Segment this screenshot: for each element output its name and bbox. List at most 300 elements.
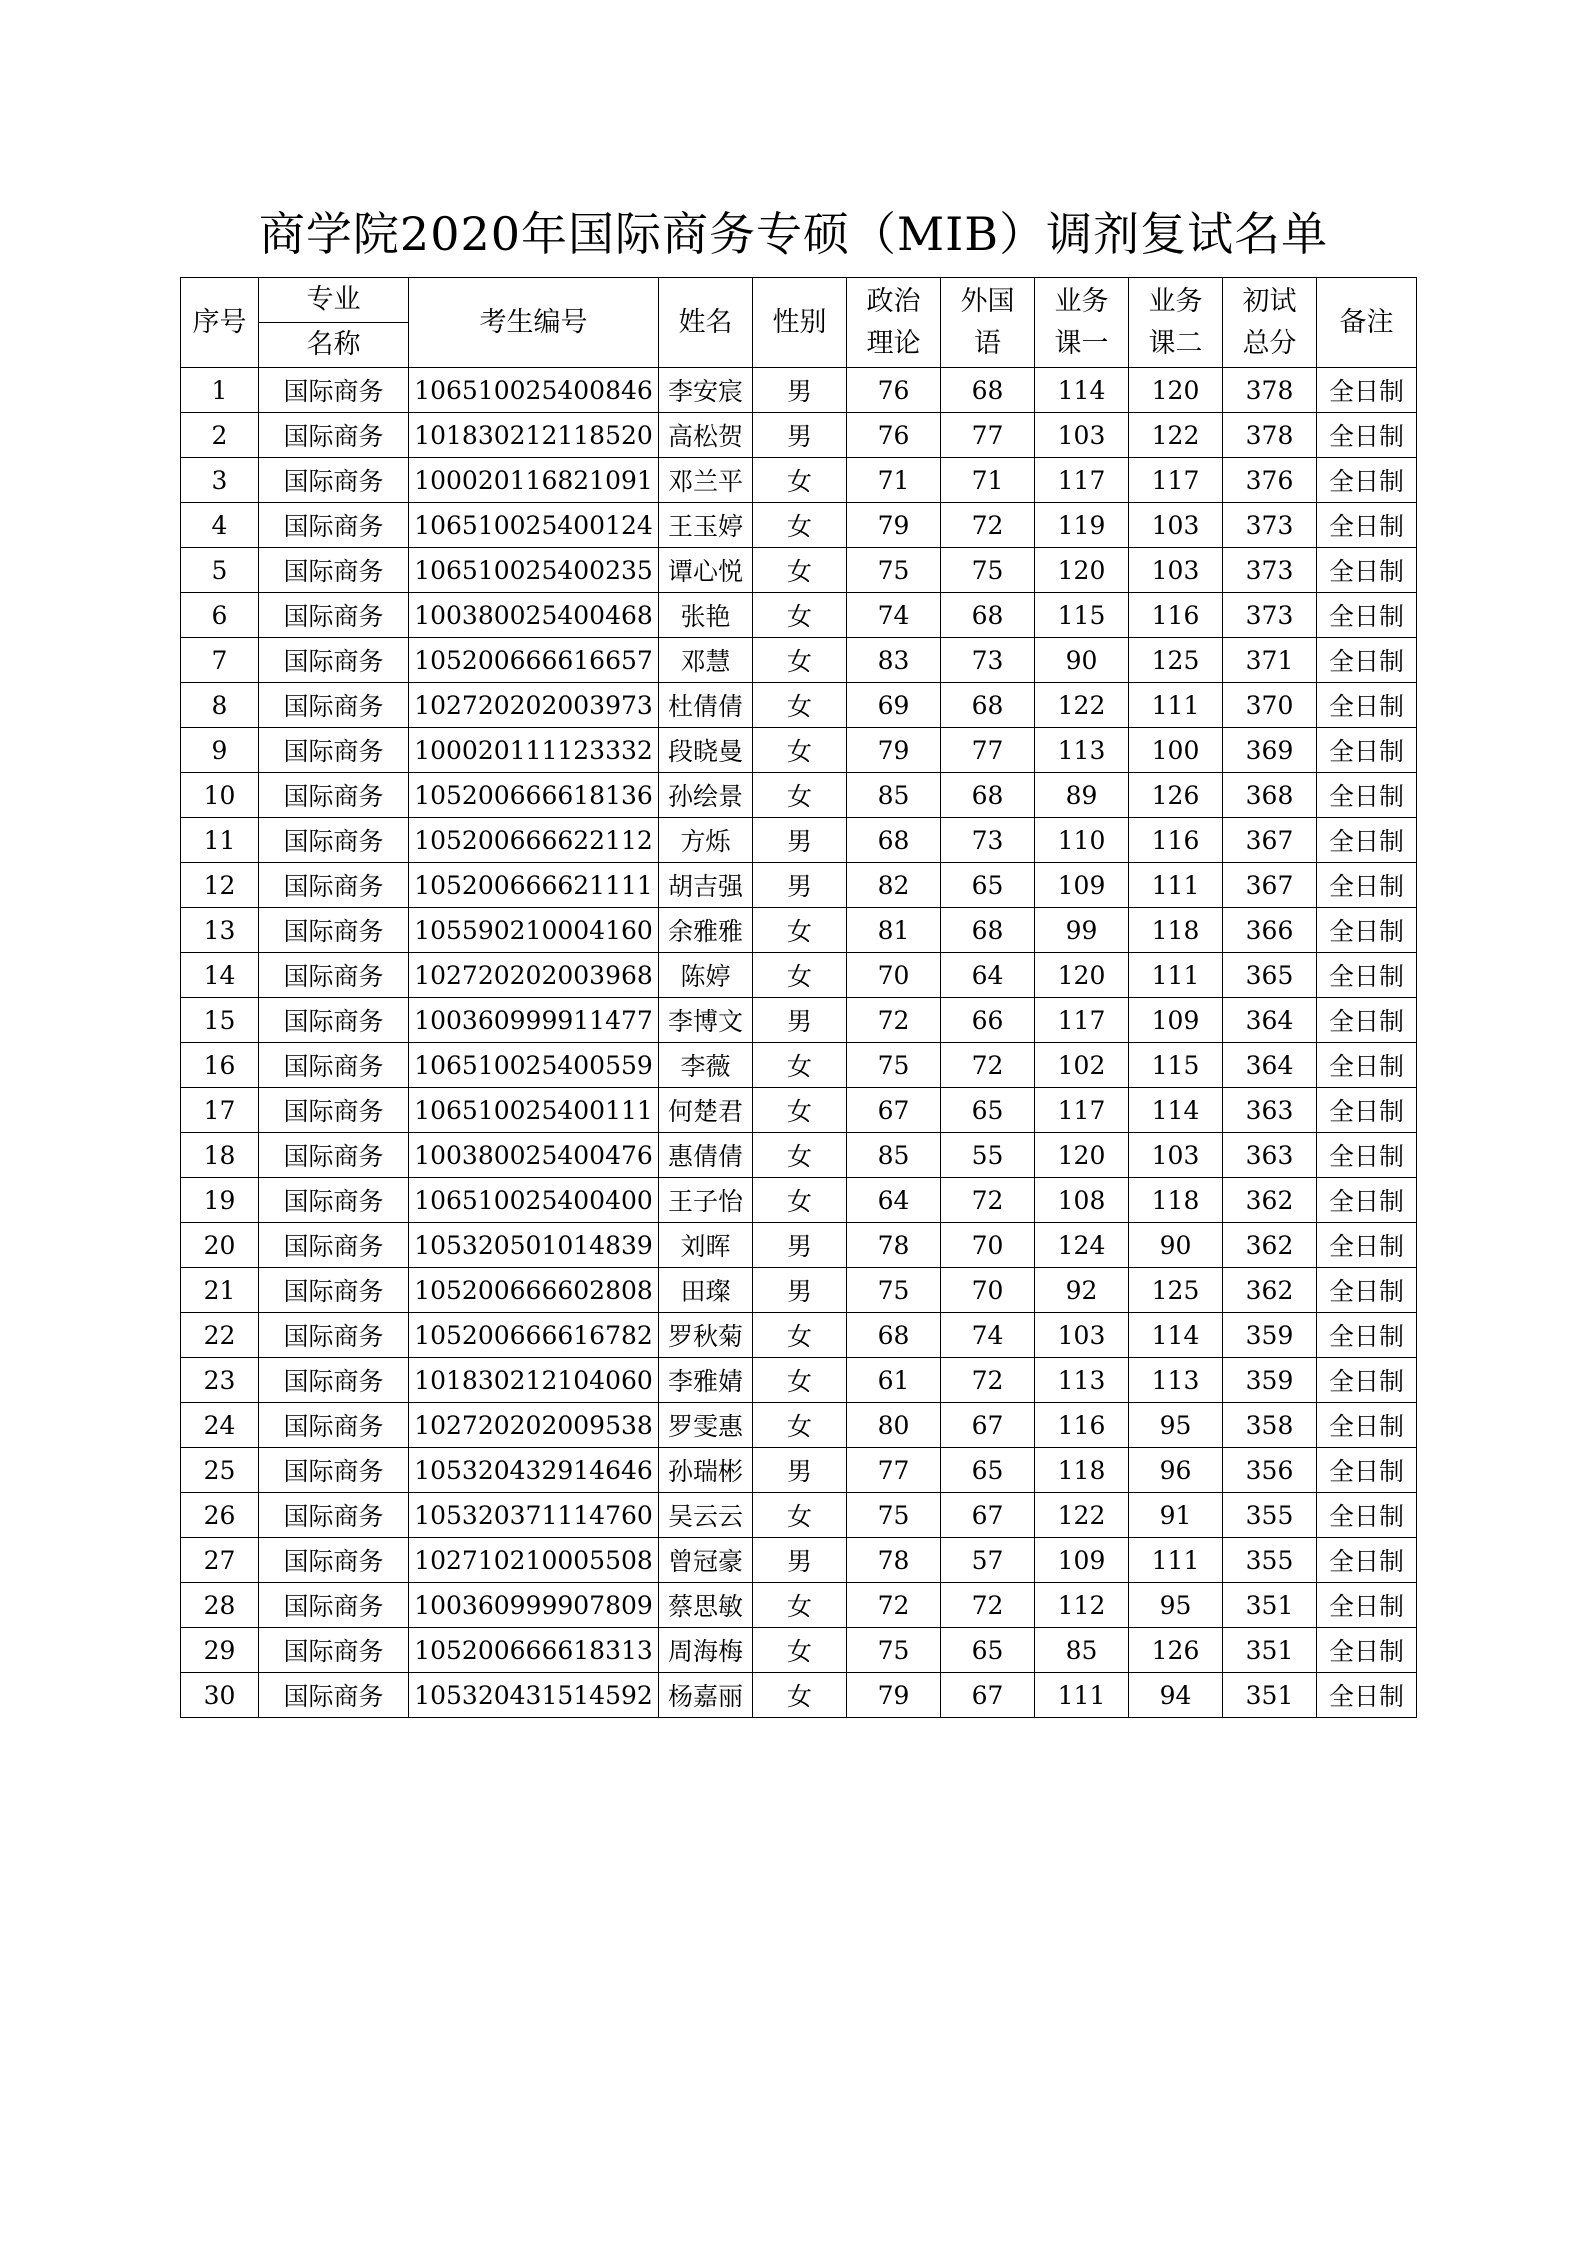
cell-major: 国际商务: [259, 503, 409, 548]
cell-candidate-no: 106510025400124: [409, 503, 659, 548]
cell-remark: 全日制: [1317, 1538, 1417, 1583]
cell-gender: 女: [753, 728, 847, 773]
cell-seq: 10: [181, 773, 259, 818]
cell-seq: 8: [181, 683, 259, 728]
table-row: [181, 503, 1417, 548]
cell-candidate-no: 105200666616657: [409, 638, 659, 683]
cell-remark: 全日制: [1317, 1043, 1417, 1088]
cell-candidate-no: 106510025400111: [409, 1088, 659, 1133]
cell-major: 国际商务: [259, 953, 409, 998]
cell-course1: 109: [1035, 1538, 1129, 1583]
cell-major: 国际商务: [259, 1583, 409, 1628]
cell-course2: 95: [1129, 1583, 1223, 1628]
table-row: [181, 1403, 1417, 1448]
cell-remark: 全日制: [1317, 1403, 1417, 1448]
cell-candidate-no: 105590210004160: [409, 908, 659, 953]
cell-name: 谭心悦: [659, 548, 753, 593]
header-course1-line2: 课一: [1054, 327, 1109, 359]
cell-major: 国际商务: [259, 1538, 409, 1583]
cell-seq: 6: [181, 593, 259, 638]
table-row: [181, 413, 1417, 458]
cell-total: 362: [1223, 1223, 1317, 1268]
cell-name: 王子怡: [659, 1178, 753, 1223]
cell-name: 曾冠豪: [659, 1538, 753, 1583]
cell-course2: 116: [1129, 593, 1223, 638]
cell-major: 国际商务: [259, 1493, 409, 1538]
table-row: [181, 863, 1417, 908]
cell-gender: 男: [753, 1268, 847, 1313]
header-gender: 性别: [753, 278, 847, 368]
table-row: [181, 1043, 1417, 1088]
cell-gender: 女: [753, 503, 847, 548]
cell-name: 罗雯惠: [659, 1403, 753, 1448]
cell-course1: 85: [1035, 1628, 1129, 1673]
cell-total: 369: [1223, 728, 1317, 773]
cell-seq: 22: [181, 1313, 259, 1358]
cell-politics: 79: [847, 503, 941, 548]
cell-gender: 女: [753, 1673, 847, 1718]
cell-candidate-no: 105320431514592: [409, 1673, 659, 1718]
cell-foreign: 67: [941, 1673, 1035, 1718]
cell-course2: 111: [1129, 683, 1223, 728]
cell-candidate-no: 102720202009538: [409, 1403, 659, 1448]
cell-seq: 20: [181, 1223, 259, 1268]
cell-seq: 4: [181, 503, 259, 548]
cell-remark: 全日制: [1317, 1223, 1417, 1268]
cell-seq: 7: [181, 638, 259, 683]
cell-course1: 117: [1035, 458, 1129, 503]
table-row: [181, 593, 1417, 638]
cell-foreign: 70: [941, 1268, 1035, 1313]
cell-course1: 89: [1035, 773, 1129, 818]
cell-candidate-no: 105200666622112: [409, 818, 659, 863]
cell-major: 国际商务: [259, 683, 409, 728]
cell-course1: 122: [1035, 1493, 1129, 1538]
cell-course2: 90: [1129, 1223, 1223, 1268]
table-row: [181, 1178, 1417, 1223]
header-foreign: [941, 278, 1035, 368]
table-row: [181, 1133, 1417, 1178]
cell-seq: 24: [181, 1403, 259, 1448]
cell-total: 351: [1223, 1628, 1317, 1673]
cell-course1: 115: [1035, 593, 1129, 638]
cell-gender: 女: [753, 1178, 847, 1223]
cell-name: 杨嘉丽: [659, 1673, 753, 1718]
cell-name: 张艳: [659, 593, 753, 638]
cell-course1: 120: [1035, 953, 1129, 998]
header-seq: 序号: [181, 278, 259, 368]
cell-politics: 76: [847, 413, 941, 458]
cell-remark: 全日制: [1317, 458, 1417, 503]
cell-foreign: 72: [941, 1178, 1035, 1223]
cell-gender: 女: [753, 1628, 847, 1673]
cell-politics: 83: [847, 638, 941, 683]
cell-gender: 男: [753, 413, 847, 458]
cell-foreign: 72: [941, 503, 1035, 548]
cell-course1: 122: [1035, 683, 1129, 728]
cell-seq: 26: [181, 1493, 259, 1538]
cell-total: 367: [1223, 818, 1317, 863]
cell-name: 刘晖: [659, 1223, 753, 1268]
cell-gender: 男: [753, 863, 847, 908]
cell-major: 国际商务: [259, 863, 409, 908]
candidate-table: [180, 277, 1417, 1718]
cell-name: 方烁: [659, 818, 753, 863]
cell-seq: 16: [181, 1043, 259, 1088]
cell-foreign: 65: [941, 1088, 1035, 1133]
cell-total: 373: [1223, 593, 1317, 638]
cell-foreign: 68: [941, 773, 1035, 818]
cell-course1: 99: [1035, 908, 1129, 953]
cell-total: 362: [1223, 1268, 1317, 1313]
cell-major: 国际商务: [259, 1673, 409, 1718]
cell-major: 国际商务: [259, 773, 409, 818]
cell-politics: 81: [847, 908, 941, 953]
cell-name: 邓兰平: [659, 458, 753, 503]
cell-remark: 全日制: [1317, 998, 1417, 1043]
cell-name: 段晓曼: [659, 728, 753, 773]
cell-major: 国际商务: [259, 368, 409, 413]
cell-course1: 124: [1035, 1223, 1129, 1268]
cell-gender: 男: [753, 368, 847, 413]
cell-foreign: 72: [941, 1043, 1035, 1088]
cell-foreign: 68: [941, 368, 1035, 413]
cell-remark: 全日制: [1317, 1583, 1417, 1628]
header-course1: [1035, 278, 1129, 368]
table-row: [181, 1628, 1417, 1673]
cell-name: 吴云云: [659, 1493, 753, 1538]
cell-politics: 79: [847, 728, 941, 773]
cell-foreign: 77: [941, 728, 1035, 773]
table-row: [181, 908, 1417, 953]
cell-name: 陈婷: [659, 953, 753, 998]
header-course1-line1: 业务: [1054, 285, 1109, 317]
cell-candidate-no: 105320371114760: [409, 1493, 659, 1538]
cell-candidate-no: 102710210005508: [409, 1538, 659, 1583]
cell-politics: 69: [847, 683, 941, 728]
cell-candidate-no: 105200666616782: [409, 1313, 659, 1358]
cell-remark: 全日制: [1317, 1493, 1417, 1538]
table-row: [181, 1538, 1417, 1583]
cell-politics: 71: [847, 458, 941, 503]
cell-foreign: 65: [941, 863, 1035, 908]
cell-name: 高松贺: [659, 413, 753, 458]
cell-course2: 125: [1129, 638, 1223, 683]
cell-remark: 全日制: [1317, 503, 1417, 548]
cell-remark: 全日制: [1317, 1358, 1417, 1403]
cell-course2: 95: [1129, 1403, 1223, 1448]
cell-seq: 23: [181, 1358, 259, 1403]
cell-candidate-no: 100360999911477: [409, 998, 659, 1043]
cell-foreign: 65: [941, 1448, 1035, 1493]
cell-total: 370: [1223, 683, 1317, 728]
cell-major: 国际商务: [259, 1448, 409, 1493]
cell-course2: 114: [1129, 1088, 1223, 1133]
cell-politics: 82: [847, 863, 941, 908]
cell-candidate-no: 105200666602808: [409, 1268, 659, 1313]
cell-foreign: 75: [941, 548, 1035, 593]
cell-gender: 女: [753, 593, 847, 638]
cell-course1: 90: [1035, 638, 1129, 683]
cell-total: 355: [1223, 1538, 1317, 1583]
cell-candidate-no: 100360999907809: [409, 1583, 659, 1628]
cell-remark: 全日制: [1317, 1088, 1417, 1133]
cell-remark: 全日制: [1317, 863, 1417, 908]
cell-foreign: 74: [941, 1313, 1035, 1358]
table-row: [181, 1358, 1417, 1403]
cell-foreign: 72: [941, 1358, 1035, 1403]
cell-seq: 9: [181, 728, 259, 773]
cell-politics: 79: [847, 1673, 941, 1718]
cell-politics: 75: [847, 1493, 941, 1538]
cell-total: 359: [1223, 1313, 1317, 1358]
cell-total: 376: [1223, 458, 1317, 503]
cell-course1: 120: [1035, 548, 1129, 593]
cell-name: 周海梅: [659, 1628, 753, 1673]
cell-foreign: 57: [941, 1538, 1035, 1583]
cell-seq: 30: [181, 1673, 259, 1718]
cell-remark: 全日制: [1317, 728, 1417, 773]
cell-gender: 男: [753, 818, 847, 863]
cell-major: 国际商务: [259, 1043, 409, 1088]
cell-total: 363: [1223, 1088, 1317, 1133]
cell-foreign: 77: [941, 413, 1035, 458]
cell-politics: 85: [847, 1133, 941, 1178]
cell-course2: 111: [1129, 1538, 1223, 1583]
cell-course2: 103: [1129, 503, 1223, 548]
cell-major: 国际商务: [259, 818, 409, 863]
cell-politics: 75: [847, 1628, 941, 1673]
document-title: 商学院2020年国际商务专硕（MIB）调剂复试名单: [258, 207, 1329, 261]
header-candidate-no: 考生编号: [409, 278, 659, 368]
cell-gender: 男: [753, 1448, 847, 1493]
cell-course1: 110: [1035, 818, 1129, 863]
cell-total: 351: [1223, 1583, 1317, 1628]
table-row: [181, 1268, 1417, 1313]
cell-course2: 114: [1129, 1313, 1223, 1358]
cell-foreign: 68: [941, 593, 1035, 638]
cell-gender: 女: [753, 458, 847, 503]
cell-gender: 女: [753, 1313, 847, 1358]
cell-course1: 103: [1035, 413, 1129, 458]
header-foreign-line2: 语: [974, 327, 1001, 359]
cell-politics: 70: [847, 953, 941, 998]
cell-course1: 120: [1035, 1133, 1129, 1178]
cell-name: 王玉婷: [659, 503, 753, 548]
header-total: [1223, 278, 1317, 368]
cell-course2: 111: [1129, 863, 1223, 908]
cell-politics: 76: [847, 368, 941, 413]
cell-candidate-no: 100020116821091: [409, 458, 659, 503]
cell-name: 蔡思敏: [659, 1583, 753, 1628]
header-name: 姓名: [659, 278, 753, 368]
cell-politics: 78: [847, 1223, 941, 1268]
cell-course2: 103: [1129, 548, 1223, 593]
cell-total: 363: [1223, 1133, 1317, 1178]
cell-major: 国际商务: [259, 1223, 409, 1268]
cell-gender: 男: [753, 1223, 847, 1268]
cell-candidate-no: 105200666618136: [409, 773, 659, 818]
cell-major: 国际商务: [259, 1268, 409, 1313]
cell-total: 351: [1223, 1673, 1317, 1718]
cell-foreign: 68: [941, 908, 1035, 953]
cell-remark: 全日制: [1317, 1313, 1417, 1358]
cell-seq: 1: [181, 368, 259, 413]
cell-name: 孙绘景: [659, 773, 753, 818]
cell-course1: 111: [1035, 1673, 1129, 1718]
table-row: [181, 638, 1417, 683]
cell-foreign: 67: [941, 1403, 1035, 1448]
cell-seq: 3: [181, 458, 259, 503]
cell-foreign: 66: [941, 998, 1035, 1043]
cell-total: 378: [1223, 413, 1317, 458]
cell-politics: 67: [847, 1088, 941, 1133]
cell-politics: 64: [847, 1178, 941, 1223]
cell-politics: 72: [847, 1583, 941, 1628]
cell-politics: 68: [847, 1313, 941, 1358]
cell-major: 国际商务: [259, 1358, 409, 1403]
cell-major: 国际商务: [259, 1133, 409, 1178]
cell-politics: 85: [847, 773, 941, 818]
cell-major: 国际商务: [259, 998, 409, 1043]
header-politics-line1: 政治: [866, 285, 921, 317]
cell-candidate-no: 106510025400400: [409, 1178, 659, 1223]
cell-seq: 12: [181, 863, 259, 908]
cell-course2: 125: [1129, 1268, 1223, 1313]
table-row: [181, 998, 1417, 1043]
cell-course2: 126: [1129, 1628, 1223, 1673]
cell-foreign: 71: [941, 458, 1035, 503]
cell-candidate-no: 105320501014839: [409, 1223, 659, 1268]
header-politics-line2: 理论: [866, 327, 921, 359]
cell-candidate-no: 101830212104060: [409, 1358, 659, 1403]
cell-gender: 女: [753, 1583, 847, 1628]
cell-remark: 全日制: [1317, 1628, 1417, 1673]
cell-seq: 27: [181, 1538, 259, 1583]
cell-name: 李博文: [659, 998, 753, 1043]
cell-name: 惠倩倩: [659, 1133, 753, 1178]
cell-total: 364: [1223, 998, 1317, 1043]
cell-course1: 103: [1035, 1313, 1129, 1358]
table-row: [181, 458, 1417, 503]
cell-seq: 29: [181, 1628, 259, 1673]
cell-course1: 113: [1035, 728, 1129, 773]
cell-course1: 108: [1035, 1178, 1129, 1223]
table-row: [181, 1088, 1417, 1133]
cell-candidate-no: 106510025400559: [409, 1043, 659, 1088]
cell-seq: 17: [181, 1088, 259, 1133]
cell-politics: 72: [847, 998, 941, 1043]
cell-candidate-no: 102720202003973: [409, 683, 659, 728]
header-foreign-line1: 外国: [960, 285, 1015, 317]
table-row: [181, 773, 1417, 818]
cell-remark: 全日制: [1317, 1178, 1417, 1223]
cell-major: 国际商务: [259, 1178, 409, 1223]
cell-total: 368: [1223, 773, 1317, 818]
cell-foreign: 65: [941, 1628, 1035, 1673]
cell-name: 田璨: [659, 1268, 753, 1313]
cell-name: 李雅婧: [659, 1358, 753, 1403]
cell-candidate-no: 100380025400468: [409, 593, 659, 638]
cell-gender: 女: [753, 953, 847, 998]
cell-gender: 女: [753, 1088, 847, 1133]
table-row: [181, 1448, 1417, 1493]
cell-course1: 114: [1035, 368, 1129, 413]
cell-course2: 96: [1129, 1448, 1223, 1493]
cell-name: 杜倩倩: [659, 683, 753, 728]
cell-seq: 11: [181, 818, 259, 863]
cell-candidate-no: 100020111123332: [409, 728, 659, 773]
cell-foreign: 70: [941, 1223, 1035, 1268]
cell-foreign: 72: [941, 1583, 1035, 1628]
cell-course2: 118: [1129, 908, 1223, 953]
cell-major: 国际商务: [259, 1628, 409, 1673]
cell-total: 359: [1223, 1358, 1317, 1403]
cell-course2: 116: [1129, 818, 1223, 863]
cell-gender: 女: [753, 1358, 847, 1403]
cell-course2: 94: [1129, 1673, 1223, 1718]
cell-foreign: 67: [941, 1493, 1035, 1538]
cell-name: 罗秋菊: [659, 1313, 753, 1358]
cell-course1: 116: [1035, 1403, 1129, 1448]
cell-course2: 91: [1129, 1493, 1223, 1538]
cell-candidate-no: 106510025400846: [409, 368, 659, 413]
cell-total: 364: [1223, 1043, 1317, 1088]
cell-name: 邓慧: [659, 638, 753, 683]
cell-course2: 118: [1129, 1178, 1223, 1223]
cell-course1: 118: [1035, 1448, 1129, 1493]
table-row: [181, 368, 1417, 413]
table-row: [181, 683, 1417, 728]
cell-politics: 75: [847, 548, 941, 593]
cell-major: 国际商务: [259, 548, 409, 593]
cell-seq: 18: [181, 1133, 259, 1178]
cell-course2: 100: [1129, 728, 1223, 773]
cell-remark: 全日制: [1317, 818, 1417, 863]
cell-course2: 115: [1129, 1043, 1223, 1088]
table-row: [181, 1223, 1417, 1268]
cell-seq: 28: [181, 1583, 259, 1628]
cell-seq: 15: [181, 998, 259, 1043]
cell-politics: 78: [847, 1538, 941, 1583]
cell-seq: 25: [181, 1448, 259, 1493]
header-major-line1: 专业: [259, 278, 409, 323]
cell-candidate-no: 102720202003968: [409, 953, 659, 998]
cell-gender: 女: [753, 1133, 847, 1178]
header-course2-line2: 课二: [1148, 327, 1203, 359]
cell-foreign: 73: [941, 638, 1035, 683]
table-row: [181, 1583, 1417, 1628]
cell-remark: 全日制: [1317, 368, 1417, 413]
cell-course2: 122: [1129, 413, 1223, 458]
header-course2: [1129, 278, 1223, 368]
cell-total: 356: [1223, 1448, 1317, 1493]
cell-major: 国际商务: [259, 1403, 409, 1448]
cell-politics: 74: [847, 593, 941, 638]
cell-total: 365: [1223, 953, 1317, 998]
cell-gender: 女: [753, 638, 847, 683]
cell-course2: 109: [1129, 998, 1223, 1043]
cell-total: 371: [1223, 638, 1317, 683]
cell-major: 国际商务: [259, 1088, 409, 1133]
cell-course2: 126: [1129, 773, 1223, 818]
cell-candidate-no: 105200666618313: [409, 1628, 659, 1673]
table-body: [181, 368, 1417, 1718]
cell-seq: 21: [181, 1268, 259, 1313]
cell-politics: 75: [847, 1268, 941, 1313]
cell-name: 胡吉强: [659, 863, 753, 908]
header-politics: [847, 278, 941, 368]
